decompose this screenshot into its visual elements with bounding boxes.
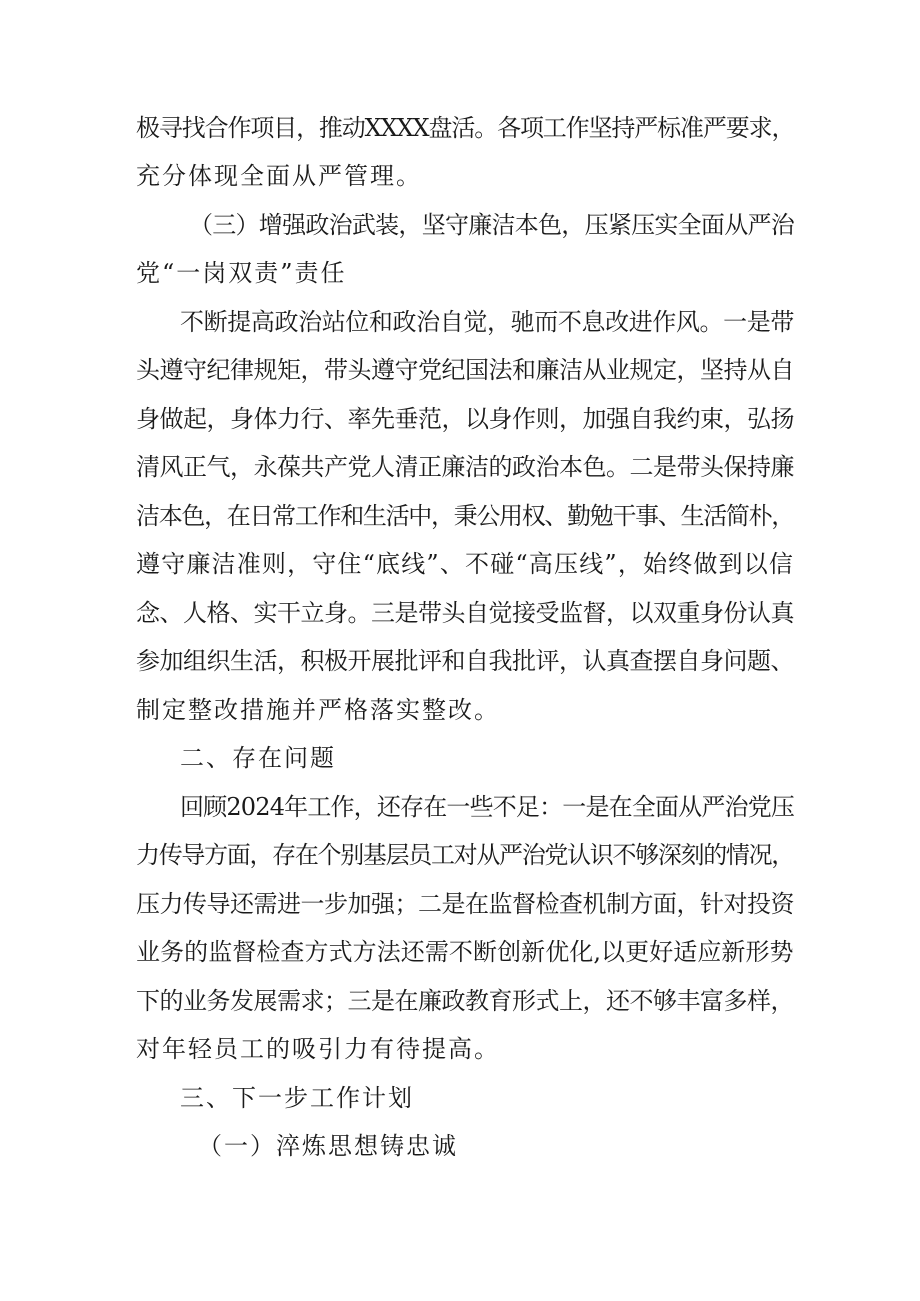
section-heading-3: （三）增强政治武装，坚守廉洁本色，压紧压实全面从严治 xyxy=(189,211,794,239)
text-line-12: 参加组织生活，积极开展批评和自我批评，认真查摆自身问题、 xyxy=(136,647,794,675)
text-line-7: 身做起，身体力行、率先垂范，以身作则，加强自我约束，弘扬 xyxy=(136,405,794,433)
text-line-19: 下的业务发展需求；三是在廉政教育形式上，还不够丰富多样， xyxy=(136,987,794,1015)
text-line-20: 对年轻员工的吸引力有待提高。 xyxy=(136,1035,500,1063)
text-line-16: 力传导方面，存在个别基层员工对从严治党认识不够深刻的情况， xyxy=(136,841,794,869)
section-heading-3-cont: 党“一岗双责”责任 xyxy=(136,259,347,287)
text-line-15: 回顾2024年工作，还存在一些不足：一是在全面从严治党压 xyxy=(180,793,795,821)
text-line-17: 压力传导还需进一步加强；二是在监督检查机制方面，针对投资 xyxy=(136,890,794,918)
text-line-1: 极寻找合作项目，推动XXXX盘活。各项工作坚持严标准严要求， xyxy=(136,114,795,142)
subheading-1: （一）淬炼思想铸忠诚 xyxy=(198,1132,458,1160)
text-line-2: 充分体现全面从严管理。 xyxy=(136,162,422,190)
text-line-18: 业务的监督检查方式方法还需不断创新优化,以更好适应新形势 xyxy=(136,938,794,966)
text-line-8: 清风正气，永葆共产党人清正廉洁的政治本色。二是带头保持廉 xyxy=(136,453,794,481)
text-line-13: 制定整改措施并严格落实整改。 xyxy=(136,696,500,724)
text-line-10: 遵守廉洁准则，守住“底线”、不碰“高压线”，始终做到以信 xyxy=(136,550,795,578)
text-line-6: 头遵守纪律规矩，带头遵守党纪国法和廉洁从业规定，坚持从自 xyxy=(136,356,794,384)
heading-next-plan: 三、下一步工作计划 xyxy=(180,1084,414,1112)
heading-problems: 二、存在问题 xyxy=(180,744,336,772)
text-line-11: 念、人格、实干立身。三是带头自觉接受监督，以双重身份认真 xyxy=(136,599,794,627)
text-line-9: 洁本色，在日常工作和生活中，秉公用权、勤勉干事、生活简朴， xyxy=(136,502,794,530)
text-line-5: 不断提高政治站位和政治自觉，驰而不息改进作风。一是带 xyxy=(180,308,794,336)
